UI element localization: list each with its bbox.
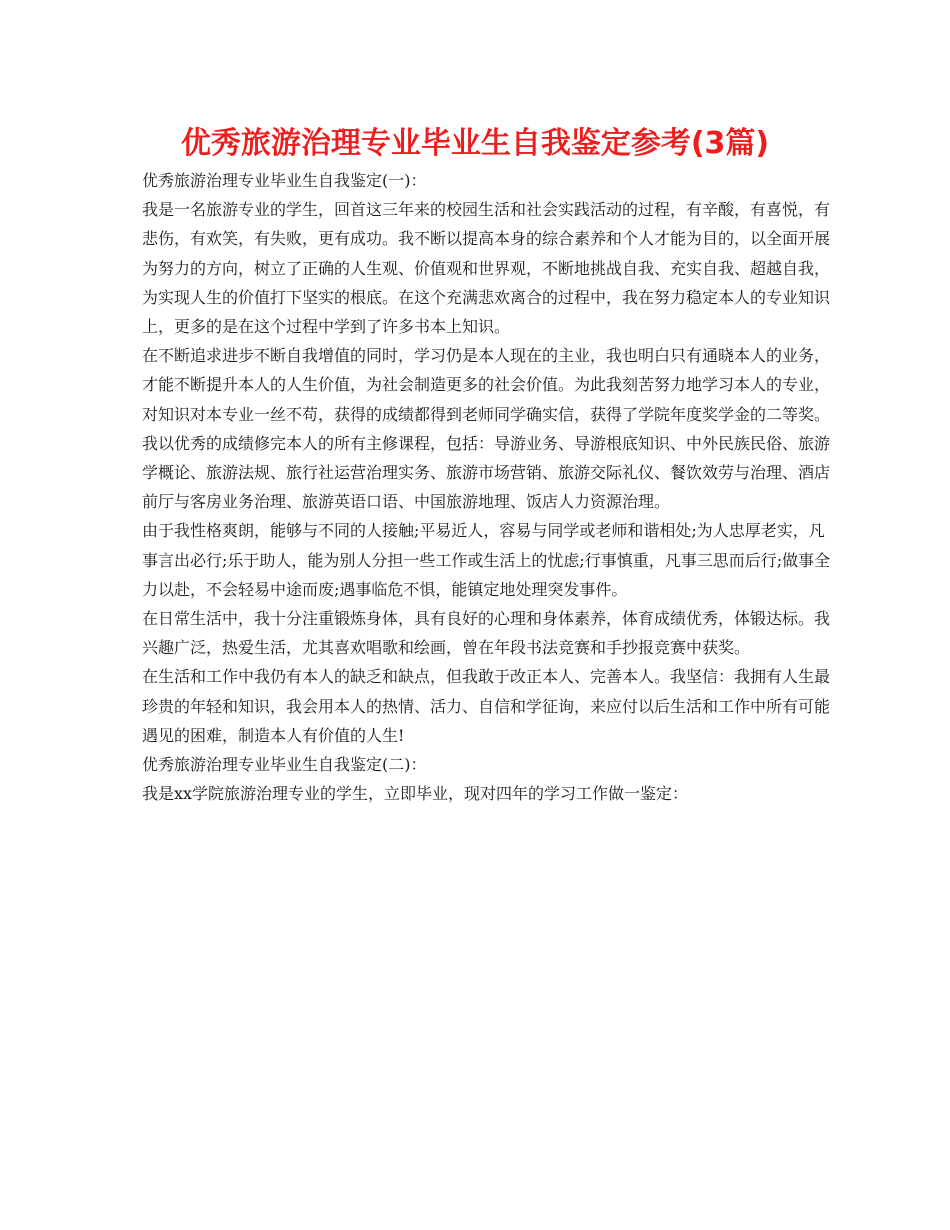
body-paragraph: 我是一名旅游专业的学生，回首这三年来的校园生活和社会实践活动的过程，有辛酸，有喜悦，有悲伤，有欢笑，有失败，更有成功。我不断以提高本身的综合素养和个人才能为目的，以全面开展为努力的方向，树立了正确的人生观、价值观和世界观，不断地挑战自我、充实自我、超越自我，为实现人生的价值打下坚实的根底。在这个充满悲欢离合的过程中，我在努力稳定本人的专业知识上，更多的是在这个过程中学到了许多书本上知识。: [142, 200, 831, 337]
section-heading-1: 优秀旅游治理专业毕业生自我鉴定(一)：: [142, 171, 427, 190]
section-heading-2: 优秀旅游治理专业毕业生自我鉴定(二)：: [142, 755, 427, 775]
body-paragraph: 在生活和工作中我仍有本人的缺乏和缺点，但我敢于改正本人、完善本人。我坚信：我拥有人生最珍贵的年轻和知识，我会用本人的热情、活力、自信和学征询，来应付以后生活和工作中所有可能遇见的困难，制造本人有价值的人生!: [142, 667, 831, 745]
body-paragraph: 我是xx学院旅游治理专业的学生，立即毕业，现对四年的学习工作做一鉴定：: [142, 784, 689, 804]
document-title: 优秀旅游治理专业毕业生自我鉴定参考(3篇): [180, 126, 770, 161]
body-paragraph: 在不断追求进步不断自我增值的同时，学习仍是本人现在的主业，我也明白只有通晓本人的业务，才能不断提升本人的人生价值，为社会制造更多的社会价值。为此我刻苦努力地学习本人的专业，对知识对本专业一丝不苟，获得的成绩都得到老师同学确实信，获得了学院年度奖学金的二等奖。我以优秀的成绩修完本人的所有主修课程，包括：导游业务、导游根底知识、中外民族民俗、旅游学概论、旅游法规、旅行社运营治理实务、旅游市场营销、旅游交际礼仪、餐饮效劳与治理、酒店前厅与客房业务治理、旅游英语口语、中国旅游地理、饭店人力资源治理。: [142, 346, 831, 512]
document-body: [142, 166, 832, 808]
body-paragraph: 在日常生活中，我十分注重锻炼身体，具有良好的心理和身体素养，体育成绩优秀，体锻达标。我兴趣广泛，热爱生活，尤其喜欢唱歌和绘画，曾在年段书法竞赛和手抄报竞赛中获奖。: [142, 609, 831, 658]
body-paragraph: 由于我性格爽朗，能够与不同的人接触;平易近人，容易与同学或老师和谐相处;为人忠厚老实，凡事言出必行;乐于助人，能为别人分担一些工作或生活上的忧虑;行事慎重，凡事三思而后行;做事全力以赴，不会轻易中途而废;遇事临危不惧，能镇定地处理突发事件。: [142, 521, 831, 599]
